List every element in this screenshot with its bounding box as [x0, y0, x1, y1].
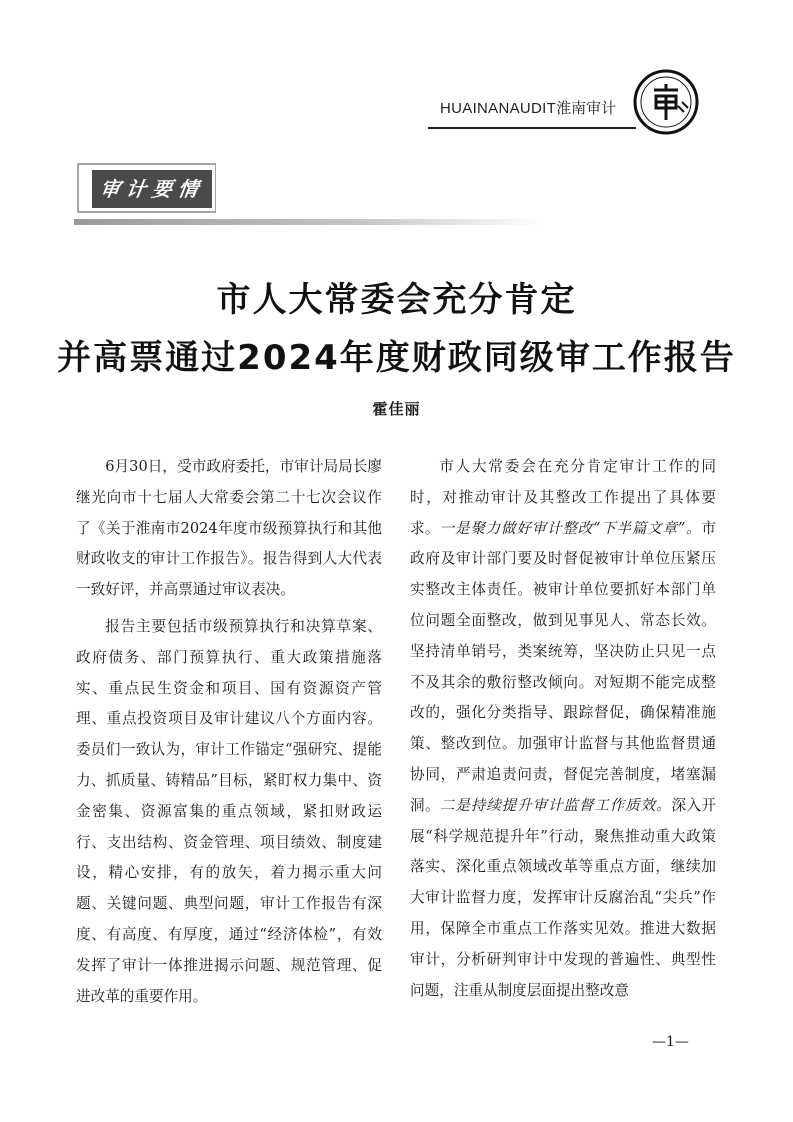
body-text: 市政府及审计部门要及时督促被审计单位压紧压实整改主体责任。被审计单位要抓好本部门单位问题全面整改，做到见事见人、常态长效。坚持清单销号，类案统筹，坚决防止只见一点不及其余的敷衍整改倾向。对短期不能完成整改的，强化分类指导、跟踪督促，确保精准施策、整改到位。加强审计监督与其他监督贯通协同，严肃追责问责，督促完善制度，堵塞漏洞。 [410, 519, 716, 814]
body-paragraph: 6月30日，受市政府委托，市审计局局长廖继光向市十七届人大常委会第二十七次会议作了《关于淮南市2024年度市级预算执行和其他财政收支的审计工作报告》。报告得到人大代表一致好评，并高票通过审议表决。 [76, 458, 382, 599]
body-column-right [410, 452, 716, 1006]
journal-seal-logo [632, 68, 700, 136]
journal-name-cn: 淮南审计 [556, 100, 617, 117]
body-paragraph [410, 452, 716, 1006]
article-author: 霍佳丽 [372, 400, 421, 418]
header-rule [428, 127, 636, 129]
article-title-line-1: 市人大常委会充分肯定 [216, 280, 577, 320]
body-text: 市人大常委会在充分肯定审计工作的同时，对推动审计及其整改工作提出了具体要求。 [410, 458, 716, 537]
body-paragraph: 报告主要包括市级预算执行和决算草案、政府债务、部门预算执行、重大政策措施落实、重点民生资金和项目、国有资源资产管理、重点投资项目及审计建议八个方面内容。委员们一致认为，审计工作锚定“强研究、提能力、抓质量、铸精品”目标，紧盯权力集中、资金密集、资源富集的重点领域，紧扣财政运行、支出结构、资金管理、项目绩效、制度建设，精心安排，有的放矢，着力揭示重大问题、关键问题、典型问题，审计工作报告有深度、有高度、有厚度，通过“经济体检”，有效发挥了审计一体推进揭示问题、规范管理、促进改革的重要作用。 [76, 617, 382, 1005]
section-label: 审计要情 [98, 177, 206, 201]
article-title-line-2: 并高票通过2024年度财政同级审工作报告 [57, 338, 736, 378]
emphasis-point-1: 一是聚力做好审计整改“下半篇文章”。 [439, 519, 702, 537]
body-text: 深入开展“科学规范提升年”行动，聚焦推动重大政策落实、深化重点领域改革等重点方面，继续加大审计监督力度，发挥审计反腐治乱“尖兵”作用，保障全市重点工作落实见效。推进大数据审计，分析研判审计中发现的普遍性、典型性问题，注重从制度层面提出整改意 [410, 796, 716, 999]
body-column-left [76, 452, 382, 1012]
emphasis-point-2: 二是持续提升审计监督工作质效。 [439, 796, 672, 814]
section-divider [74, 219, 544, 225]
page-number: —1— [652, 1034, 689, 1050]
journal-name-en: HUAINANAUDIT [440, 100, 557, 117]
